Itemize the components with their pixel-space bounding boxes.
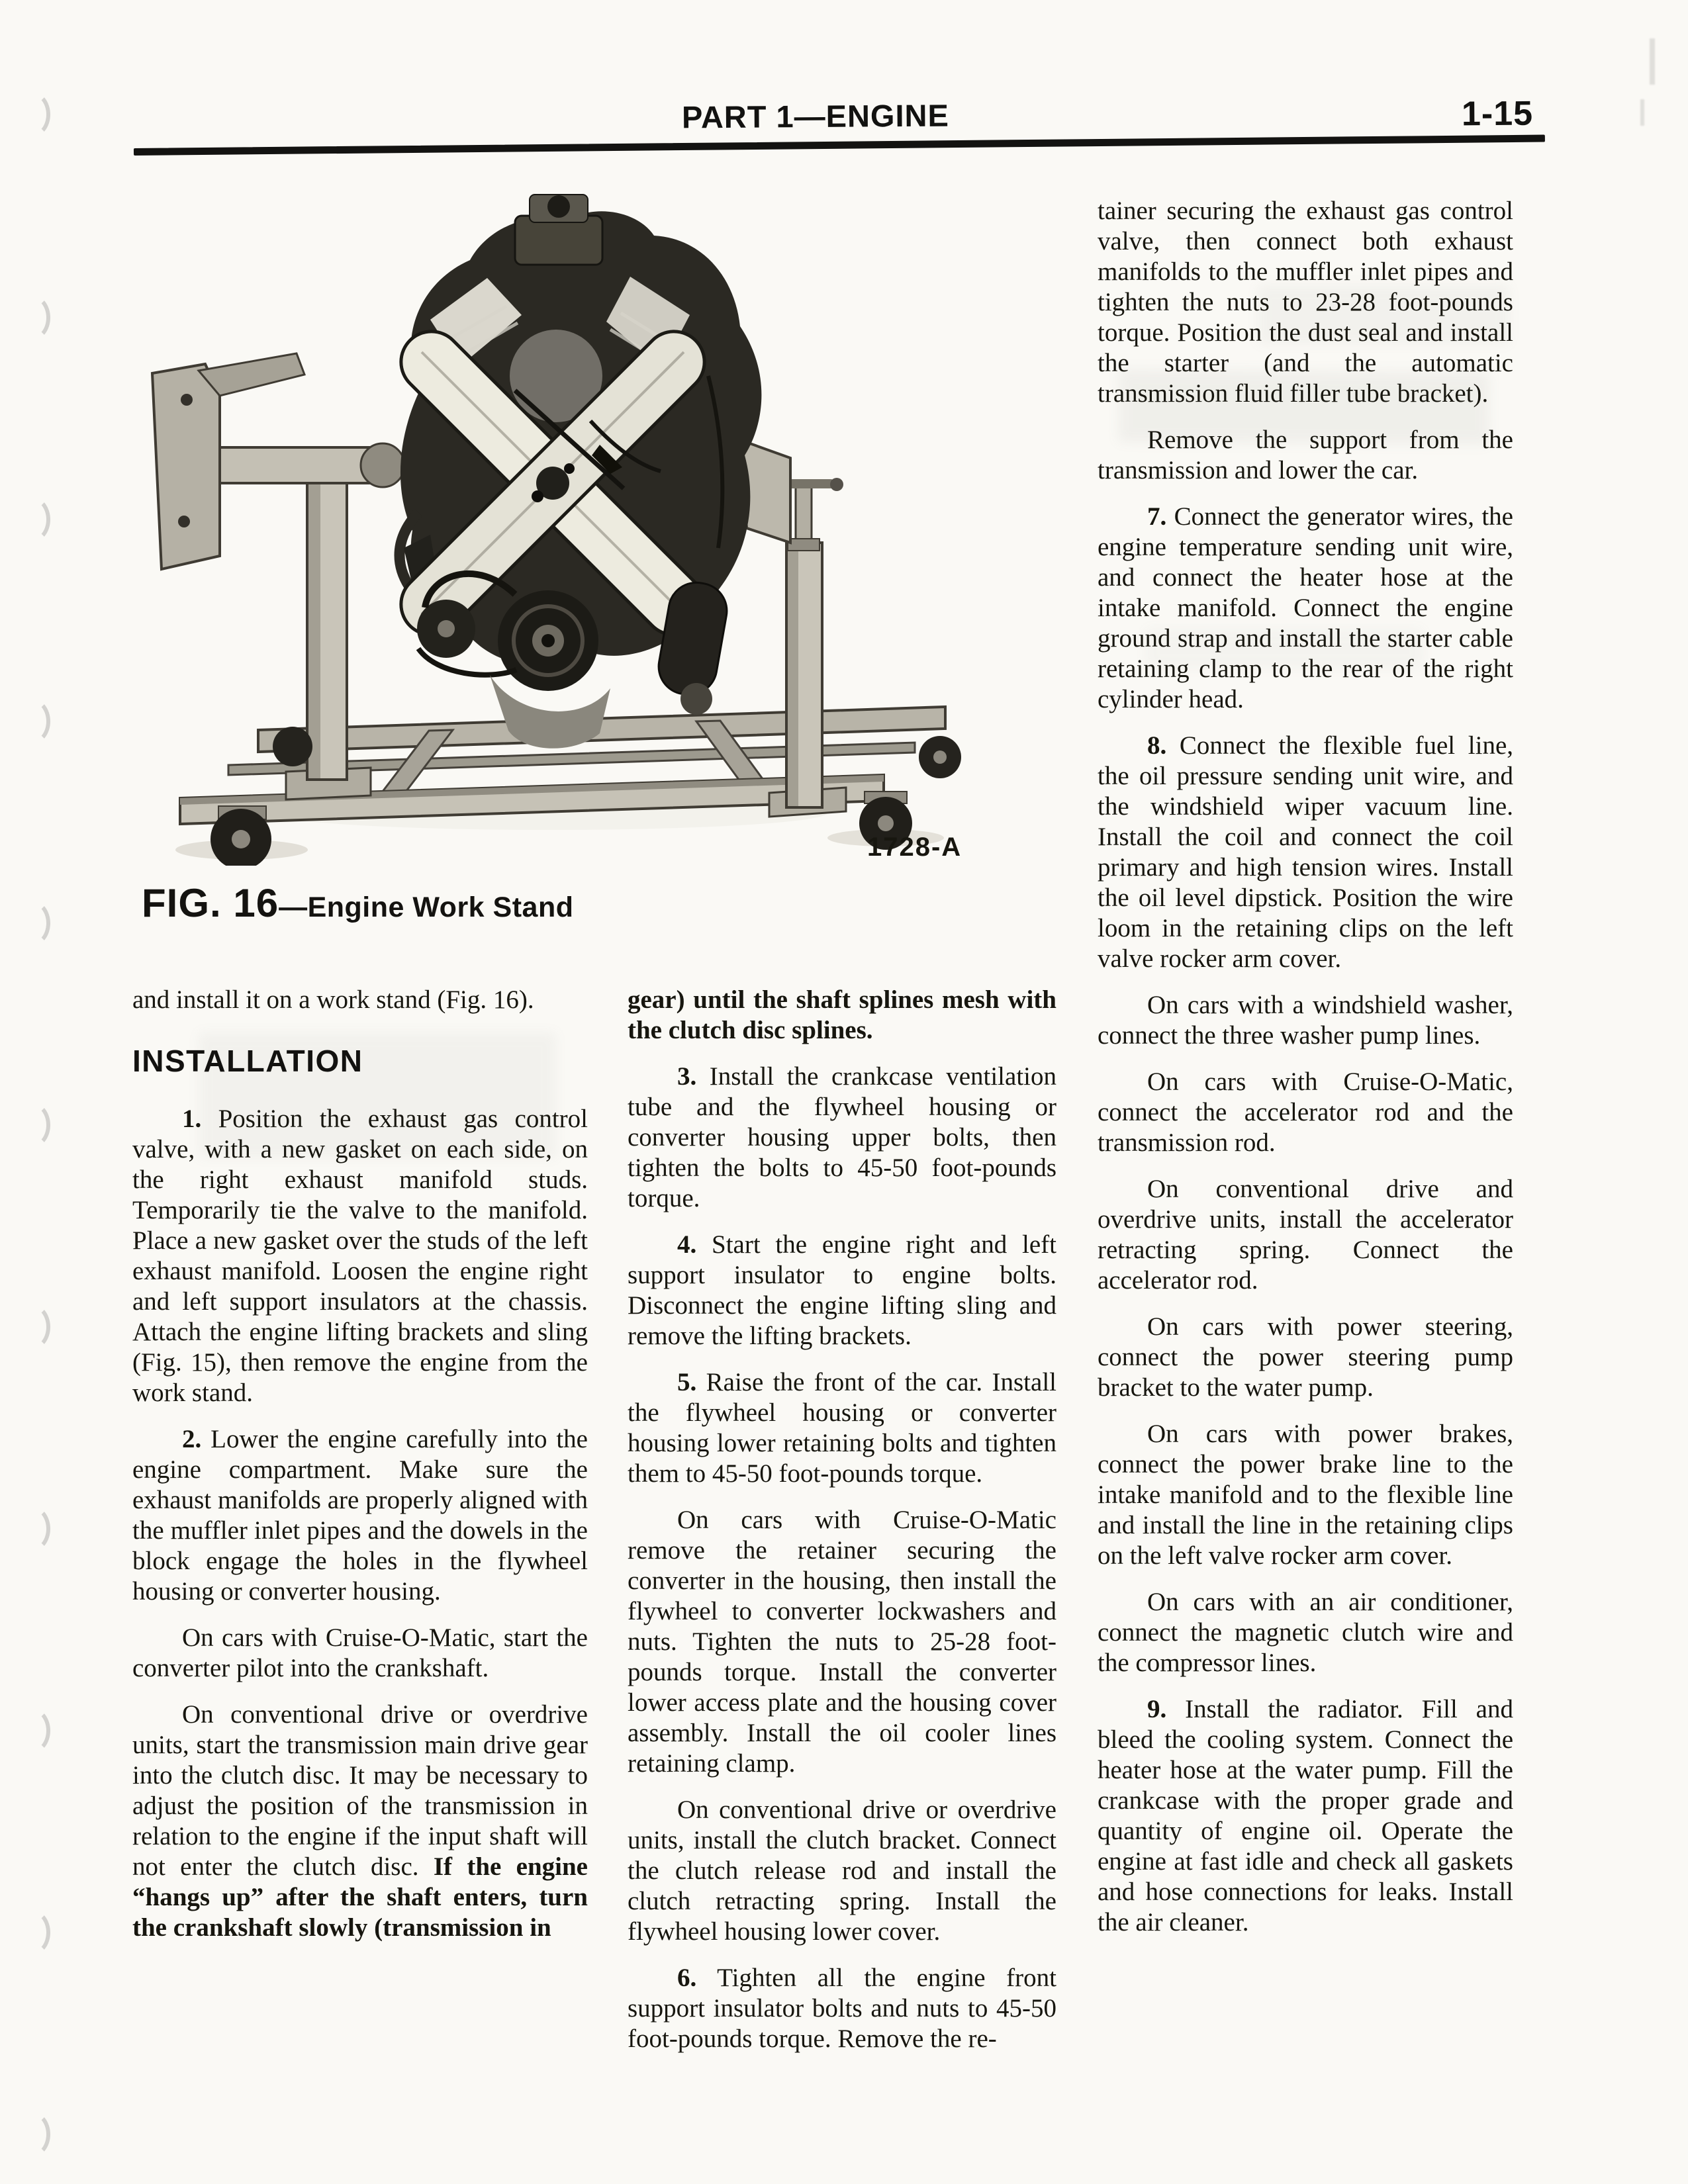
paragraph xyxy=(132,1104,588,1408)
paragraph xyxy=(132,1424,588,1607)
paragraph xyxy=(1098,1312,1513,1403)
binding-mark xyxy=(13,1304,50,1350)
bold-text-run: 4. xyxy=(677,1230,697,1259)
page-number: 1-15 xyxy=(1461,94,1534,134)
engine-work-stand-illustration xyxy=(119,177,966,866)
text-run: On cars with an air conditioner, connect the magnetic clutch wire and the compressor lines. xyxy=(1098,1588,1513,1677)
bold-text-run: 7. xyxy=(1147,502,1167,531)
bold-text-run: 5. xyxy=(677,1368,697,1396)
paragraph xyxy=(1098,731,1513,974)
bold-text-run: gear) until the shaft splines mesh with the clutch disc splines. xyxy=(628,985,1056,1044)
page-title: PART 1—ENGINE xyxy=(681,97,950,135)
figure-caption xyxy=(142,880,573,926)
paragraph xyxy=(1098,1067,1513,1158)
paragraph xyxy=(1098,1419,1513,1571)
binding-mark xyxy=(13,1707,50,1754)
paragraph xyxy=(1098,196,1513,409)
text-run: Position the exhaust gas control valve, with a new gasket on each side, on the right exhaust manifold studs. Temporarily tie the valve to the manifold. Place a new gasket over the studs of the left exhaust manifold. Loosen the engine right and left support insulators at the chassis. Attach the engine lifting brackets and sling (Fig. 15), then remove the engine from the work stand. xyxy=(132,1105,588,1407)
text-run: Start the engine right and left support insulator to engine bolts. Disconnect the engine lifting sling and remove the lifting brackets. xyxy=(628,1230,1056,1350)
bold-text-run: 3. xyxy=(677,1062,697,1091)
scan-edge-artifact xyxy=(1650,38,1655,85)
header-rule xyxy=(134,135,1545,156)
paragraph xyxy=(1098,1174,1513,1296)
text-run: On cars with Cruise-O-Matic, start the converter pilot into the crankshaft. xyxy=(132,1623,588,1682)
bold-text-run: 6. xyxy=(677,1964,697,1992)
paragraph xyxy=(628,1505,1056,1779)
paragraph xyxy=(1098,425,1513,486)
text-run: Raise the front of the car. Install the flywheel housing or converter housing lower retaining bolts and tighten them to 45-50 foot-pounds torque. xyxy=(628,1368,1056,1488)
figure-caption-title: —Engine Work Stand xyxy=(279,891,574,923)
bold-text-run: 1. xyxy=(182,1105,202,1133)
binding-mark xyxy=(13,1909,50,1956)
text-run: tainer securing the exhaust gas control valve, then connect both exhaust manifolds to the muffler inlet pipes and tighten the nuts to 23-28 foot-pounds torque. Position the dust seal and install the starter (and the automatic transmission fluid filler tube bracket). xyxy=(1098,197,1513,408)
binding-mark xyxy=(13,1102,50,1148)
text-run: On conventional drive or overdrive units, install the clutch bracket. Connect the clutch release rod and install the clutch retracting spring. Install the flywheel housing lower cover. xyxy=(628,1796,1056,1946)
text-run: INSTALLATION xyxy=(132,1044,363,1078)
paragraph xyxy=(1098,1694,1513,1938)
text-run: On conventional drive and overdrive units, install the accelerator retracting spring. Connect the accelerator rod. xyxy=(1098,1175,1513,1295)
text-run: Connect the flexible fuel line, the oil pressure sending unit wire, and the windshield wiper vacuum line. Install the coil and connect the coil primary and high tension wires. Install the oil level dipstick. Position the wire loom in the retaining clips on the left valve rocker arm cover. xyxy=(1098,731,1513,973)
text-column-left xyxy=(132,985,588,1959)
text-run: Tighten all the engine front support insulator bolts and nuts to 45-50 foot-pounds torque. Remove the re- xyxy=(628,1964,1056,2053)
binding-mark xyxy=(13,1506,50,1552)
figure-photo-code: 1728-A xyxy=(867,833,962,862)
paragraph xyxy=(628,985,1056,1046)
text-column-right xyxy=(1098,196,1513,1954)
text-run: and install it on a work stand (Fig. 16). xyxy=(132,985,534,1014)
text-run: Install the crankcase ventilation tube and the flywheel housing or converter housing upper bolts, then tighten the bolts to 45-50 foot-pounds torque. xyxy=(628,1062,1056,1212)
bold-text-run: 9. xyxy=(1147,1695,1167,1723)
figure-caption-number: FIG. 16 xyxy=(142,881,279,925)
binding-mark xyxy=(13,295,50,341)
text-run: On cars with Cruise-O-Matic, connect the accelerator rod and the transmission rod. xyxy=(1098,1068,1513,1157)
text-run: On cars with power steering, connect the power steering pump bracket to the water pump. xyxy=(1098,1312,1513,1402)
paragraph xyxy=(1098,502,1513,715)
figure-photo-engine-work-stand xyxy=(119,177,966,866)
text-column-middle xyxy=(628,985,1056,2070)
bold-text-run: 8. xyxy=(1147,731,1167,760)
paragraph xyxy=(628,1230,1056,1351)
text-run: On conventional drive or overdrive units, start the transmission main drive gear into the clutch disc. It may be necessary to adjust the position of the transmission in relation to the engine if the input shaft will not enter the clutch disc. xyxy=(132,1700,588,1881)
text-run: On cars with Cruise-O-Matic remove the retainer securing the converter in the housing, then install the flywheel to converter lockwashers and nuts. Tighten the nuts to 25-28 foot-pounds torque. Install the converter lower access plate and the housing cover assembly. Install the oil cooler lines retaining clamp. xyxy=(628,1506,1056,1778)
binding-mark xyxy=(13,91,50,138)
paragraph xyxy=(628,1795,1056,1947)
paragraph xyxy=(132,985,588,1015)
bold-text-run: 2. xyxy=(182,1425,202,1453)
bold-text-run: If the engine “hangs up” after the shaft enters, turn the crankshaft slowly (transmission in xyxy=(132,1852,588,1942)
paragraph xyxy=(1098,990,1513,1051)
section-heading-installation xyxy=(132,1046,588,1076)
text-run: On cars with power brakes, connect the power brake line to the intake manifold and to the flexible line and install the line in the retaining clips on the left valve rocker arm cover. xyxy=(1098,1420,1513,1570)
text-run: Connect the generator wires, the engine temperature sending unit wire, and connect the heater hose at the intake manifold. Connect the engine ground strap and install the starter cable retaining clamp to the rear of the right cylinder head. xyxy=(1098,502,1513,713)
text-run: Install the radiator. Fill and bleed the cooling system. Connect the heater hose at the water pump. Fill the crankcase with the proper grade and quantity of engine oil. Operate the engine at fast idle and check all gaskets and hose connections for leaks. Install the air cleaner. xyxy=(1098,1695,1513,1936)
binding-mark xyxy=(13,496,50,543)
paragraph xyxy=(132,1700,588,1943)
text-run: On cars with a windshield washer, connect the three washer pump lines. xyxy=(1098,991,1513,1050)
binding-mark xyxy=(13,900,50,946)
binding-mark xyxy=(13,2111,50,2158)
paragraph xyxy=(132,1623,588,1684)
text-run: Lower the engine carefully into the engine compartment. Make sure the exhaust manifolds are properly aligned with the muffler inlet pipes and the dowels in the block engage the holes in the flywheel housing or converter housing. xyxy=(132,1425,588,1606)
paragraph xyxy=(628,1062,1056,1214)
text-run: Remove the support from the transmission and lower the car. xyxy=(1098,426,1513,484)
paragraph xyxy=(1098,1587,1513,1678)
paragraph xyxy=(628,1963,1056,2054)
scan-edge-artifact xyxy=(1640,99,1644,126)
stand-right-post xyxy=(739,439,846,817)
paragraph xyxy=(628,1367,1056,1489)
binding-mark xyxy=(13,698,50,745)
